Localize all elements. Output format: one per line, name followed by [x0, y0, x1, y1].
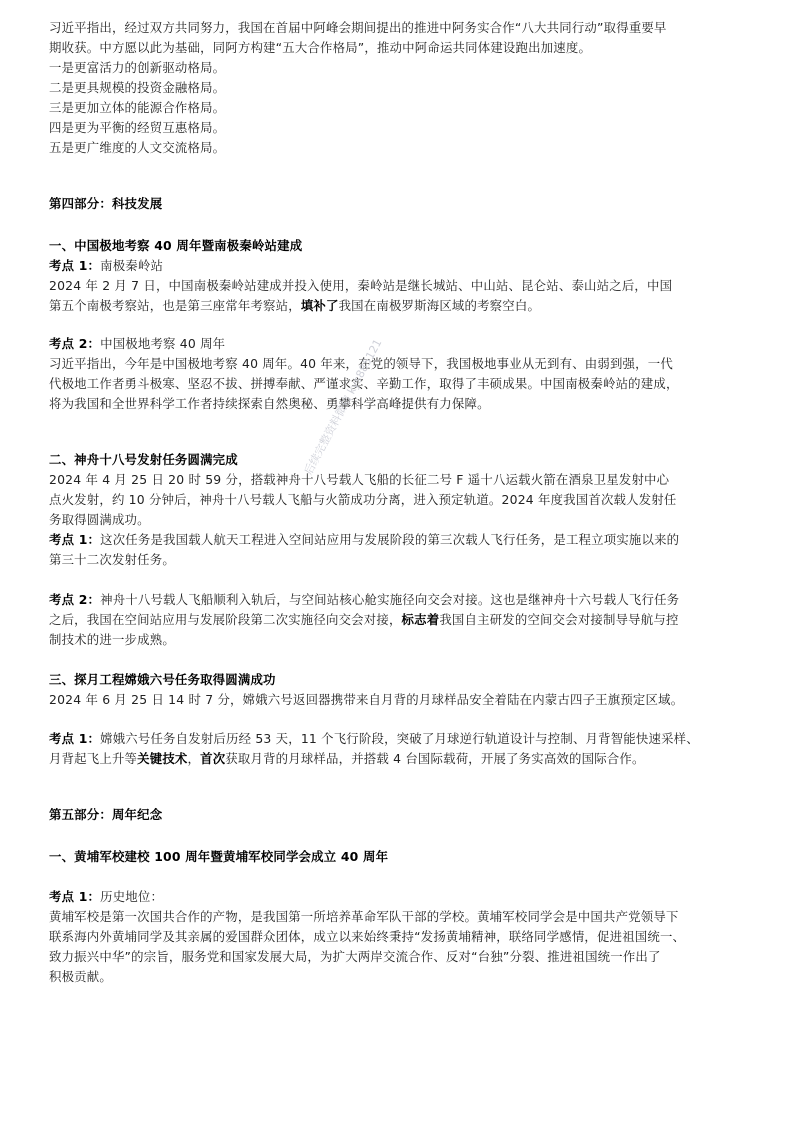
watermark: 后续完整资料微信 kys885121 — [301, 336, 385, 478]
key-point — [49, 889, 761, 905]
body-line: 代极地工作者勇斗极寒、坚忍不拔、拼搏奉献、严谨求实、辛勤工作，取得了丰硕成果。中国南极秦岭站的建成， — [49, 376, 679, 391]
body-line: 习近平指出，今年是中国极地考察 40 周年。40 年来，在党的领导下，我国极地事业从无到有、由弱到强，一代 — [49, 356, 673, 371]
body-line: 制技术的进一步成熟。 — [49, 632, 175, 647]
key-point-label: 考点 2： — [49, 592, 101, 607]
body-text: 之后，我国在空间站应用与发展阶段第二次实施径向交会对接， — [49, 612, 402, 627]
body-text: 这次任务是我国载人航天工程进入空间站应用与发展阶段的第三次载人飞行任务，是工程立项实施以来的 — [100, 532, 680, 547]
intro-paragraph-line: 习近平指出，经过双方共同努力，我国在首届中阿峰会期间提出的推进中阿务实合作“八大共同行动”取得重要早 — [49, 20, 667, 35]
part5-title: 第五部分：周年纪念 — [49, 807, 163, 822]
body-line: 致力振兴中华”的宗旨，服务党和国家发展大局，为扩大两岸交流合作、反对“台独”分裂、推进祖国统一作出了 — [49, 949, 661, 964]
section-heading: 一、黄埔军校建校 100 周年暨黄埔军校同学会成立 40 周年 — [49, 849, 389, 864]
emphasis-text: 填补了 — [300, 298, 339, 313]
intro-list-item: 四是更为平衡的经贸互惠格局。 — [49, 120, 226, 135]
key-point-label: 考点 1： — [49, 532, 101, 547]
intro-list-item: 二是更具规模的投资金融格局。 — [49, 80, 226, 95]
intro-paragraph-line: 期收获。中方愿以此为基础，同阿方构建“五大合作格局”，推动中阿命运共同体建设跑出加速度。 — [49, 40, 592, 55]
key-point-label: 考点 2： — [49, 336, 101, 351]
key-point-label: 考点 1： — [49, 731, 101, 746]
body-text: 我国在南极罗斯海区域的考察空白。 — [338, 298, 541, 313]
key-point-label: 考点 1： — [49, 889, 101, 904]
part4-title: 第四部分：科技发展 — [49, 196, 163, 211]
intro-list-item: 五是更广维度的人文交流格局。 — [49, 140, 226, 155]
body-text: 嫦娥六号任务自发射后历经 53 天，11 个飞行阶段，突破了月球逆行轨道设计与控制、月背智能快速采样、 — [100, 731, 699, 746]
body-line — [49, 751, 761, 767]
body-line: 联系海内外黄埔同学及其亲属的爱国群众团体，成立以来始终秉持“发扬黄埔精神，联络同学感情，促进祖国统一、 — [49, 929, 686, 944]
body-line: 2024 年 6 月 25 日 14 时 7 分，嫦娥六号返回器携带来自月背的月球样品安全着陆在内蒙古四子王旗预定区域。 — [49, 692, 684, 707]
key-point-text: 南极秦岭站 — [100, 258, 164, 273]
key-point-text: 中国极地考察 40 周年 — [100, 336, 226, 351]
key-point — [49, 532, 761, 548]
body-line: 2024 年 4 月 25 日 20 时 59 分，搭载神舟十八号载人飞船的长征二号 F 遥十八运载火箭在酒泉卫星发射中心 — [49, 472, 670, 487]
body-line: 点火发射，约 10 分钟后，神舟十八号载人飞船与火箭成功分离，进入预定轨道。2024 年度我国首次载人发射任 — [49, 492, 677, 507]
body-text: 获取月背的月球样品，并搭载 4 台国际载荷，开展了务实高效的国际合作。 — [225, 751, 645, 766]
key-point-label: 考点 1： — [49, 258, 101, 273]
section-heading: 二、神舟十八号发射任务圆满完成 — [49, 452, 238, 467]
body-line: 黄埔军校是第一次国共合作的产物，是我国第一所培养革命军队干部的学校。黄埔军校同学会是中国共产党领导下 — [49, 909, 679, 924]
body-line — [49, 612, 761, 628]
key-point — [49, 592, 761, 608]
intro-list-item: 三是更加立体的能源合作格局。 — [49, 100, 226, 115]
body-line: 2024 年 2 月 7 日，中国南极秦岭站建成并投入使用，秦岭站是继长城站、中山站、昆仑站、泰山站之后，中国 — [49, 278, 673, 293]
body-text: 神舟十八号载人飞船顺利入轨后，与空间站核心舱实施径向交会对接。这也是继神舟十六号载人飞行任务 — [100, 592, 680, 607]
key-point-text: 历史地位： — [100, 889, 164, 904]
key-point — [49, 731, 761, 747]
intro-list-item: 一是更富活力的创新驱动格局。 — [49, 60, 226, 75]
body-text: 我国自主研发的空间交会对接制导导航与控 — [439, 612, 679, 627]
body-text: 月背起飞上升等 — [49, 751, 138, 766]
body-line: 将为我国和全世界科学工作者持续探索自然奥秘、勇攀科学高峰提供有力保障。 — [49, 396, 490, 411]
emphasis-text: 关键技术 — [137, 751, 188, 766]
section-heading: 一、中国极地考察 40 周年暨南极秦岭站建成 — [49, 238, 303, 253]
body-line: 积极贡献。 — [49, 969, 112, 984]
body-text: 第五个南极考察站，也是第三座常年考察站， — [49, 298, 301, 313]
key-point — [49, 336, 761, 352]
section-heading: 三、探月工程嫦娥六号任务取得圆满成功 — [49, 672, 276, 687]
emphasis-text: 首次 — [200, 751, 226, 766]
emphasis-text: 标志着 — [401, 612, 440, 627]
body-line: 第三十二次发射任务。 — [49, 552, 175, 567]
body-line: 务取得圆满成功。 — [49, 512, 150, 527]
body-text: ， — [187, 751, 201, 766]
